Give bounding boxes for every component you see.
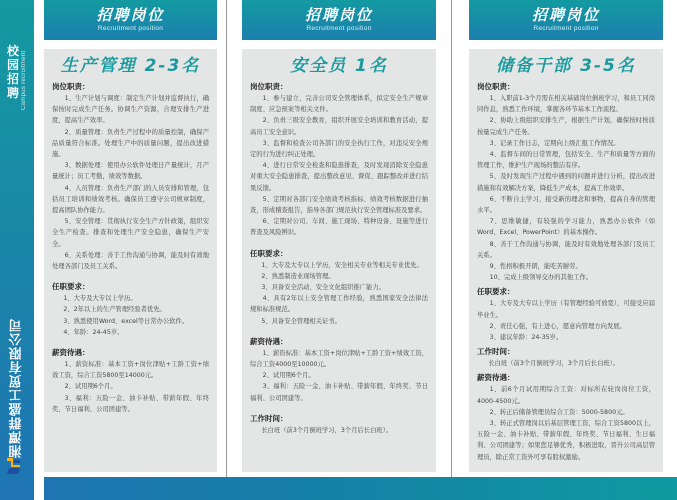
duty-item: 3、监督和检查公司各部门的安全执行工作，对违反安全规定的行为进行纠正处理。	[250, 139, 428, 159]
column-header	[242, 0, 436, 40]
salary-item: 2、试用期6个月。	[262, 372, 315, 380]
duty-item: 2、质量管理：负责生产过程中的质量控制，确保产品质量符合标准。处理生产中的质量问题，提出改进措施。	[52, 128, 209, 159]
salary-item: 1、前6个月试用期综合工资：对标所在轮岗岗位工资，4000-4500元。	[477, 386, 655, 405]
duty-item: 1、生产计划与调度：制定生产计划并监督执行，确保按时完成生产任务。协调生产资源，合理安排生产进度，提高生产效率。	[52, 95, 209, 125]
left-sidebar-strip	[0, 0, 34, 500]
duty-item: 5、安全管理：贯彻执行安全生产方针政策，组织安全生产检查。排查和处理生产安全隐患，确保生产安全。	[52, 218, 209, 248]
salary-heading: 薪资待遇：	[250, 336, 288, 346]
duty-item: 6、不断自主学习，接受新的理念和事物，提高自身的管理水平。	[477, 195, 655, 215]
campus-char: 园	[6, 58, 19, 72]
duties-heading: 岗位职责：	[52, 82, 90, 91]
duty-item: 6、定期对公司、车间、施工现场、特种设备、设施等进行普查及风险辨识。	[250, 218, 428, 237]
header-subtitle: Recruitment position	[97, 25, 164, 32]
requirements-heading: 任职要求：	[250, 248, 288, 258]
requirement-item: 1、大专及大专以上学历。	[63, 295, 137, 303]
job-card	[242, 49, 436, 472]
duties-heading: 岗位职责：	[250, 82, 288, 91]
duty-item: 8、善于工作沟通与协调，能及时有效地处理各部门及员工关系。	[477, 240, 655, 259]
requirements-heading: 任职要求：	[477, 287, 515, 297]
header-title: 招聘岗位	[96, 6, 165, 24]
hours-text: 长白班（前3个月倒班学习，3个月后长白班）。	[488, 360, 620, 368]
requirement-item: 5、具备安全管理相关证书。	[261, 317, 341, 325]
duty-item: 5、及时发现生产过程中遇到的问题并进行分析，提出改进措施和有效解决方案，降低生产成本，提高工作效率。	[477, 173, 655, 192]
duty-item: 3、数据处理：使用办公软件处理日产量统计，月产量统计；员工考勤，绩效等数据。	[52, 162, 209, 181]
requirements-heading: 任职要求：	[52, 282, 90, 292]
duty-item: 1、入职前1-3个月需在相关基础岗位倒班学习，和员工同岗同作息，熟悉工作环境，掌握各环节基本工作流程。	[477, 95, 656, 114]
salary-heading: 薪资待遇：	[52, 348, 90, 358]
salary-heading: 薪资待遇：	[477, 373, 515, 383]
salary-item: 3、福利：五险一金、油卡补贴、带薪年假、年终奖、节日福利、公司团建等。	[250, 383, 428, 402]
position-title: 安全员 1名	[290, 56, 388, 76]
requirement-item: 3、熟悉使用Word、excel等日常办公软件。	[63, 317, 189, 325]
salary-item: 3、转正式管理岗以后基层管理工资，综合工资5800以上，五险一金、油卡补贴、带薪年假、年终奖、节日福利、生日福利、公司团建等；如果您足够优秀，积极进取，晋升公司高层管理员，除正常工资外可享有股权激励。	[477, 420, 655, 461]
company-name: 湘潭群盛工贸有限公司	[9, 318, 25, 458]
requirement-item: 2、2年以上的生产管理经验者优先。	[63, 306, 166, 314]
duty-item: 9、性格积极开朗，能吃苦耐劳。	[489, 263, 582, 271]
duty-item: 4、进行日常安全检查和隐患排查，及时发现消除安全隐患对重大安全隐患排查，提出整改意见、督促、跟踪整改并进行结果反馈。	[250, 162, 428, 192]
position-title: 生产管理 2-3名	[60, 56, 201, 76]
duty-item: 4、人员管理：负责生产部门的人员安排和管理，包括员工培训和绩效考核。确保员工遵守公司规章制度，提高团队协作能力。	[52, 184, 209, 215]
column-header	[44, 0, 217, 40]
position-title: 储备干部 3-5名	[496, 56, 636, 76]
header-title: 招聘岗位	[304, 6, 373, 24]
requirement-item: 1、大专及大专以上学历，安全相关专业等相关专业优先。	[261, 261, 423, 269]
header-title: 招聘岗位	[531, 6, 600, 24]
job-card	[469, 49, 663, 472]
requirement-item: 1、大专及大专以上学历（有管理经验可放宽），可接受应届毕业生。	[477, 300, 655, 319]
duty-item: 1、参与建立、完善公司安全管理体系，拟定安全生产规章制度、应急预案等相关文件。	[250, 95, 428, 114]
salary-item: 1、薪资标准：基本工资+岗位津贴+工龄工资+绩效工资，综合工资4000至10000元。	[250, 349, 428, 369]
bottom-banner	[44, 477, 677, 500]
duty-item: 7、思维敏捷，有较强的学习能力，熟悉办公软件（如Word、Excel、PowerPoint）的基本操作。	[477, 218, 655, 237]
column-divider	[451, 0, 452, 478]
hours-text: 长白班（前3个月倒班学习，3个月后长白班）。	[261, 426, 393, 434]
company-logo-icon	[7, 458, 20, 474]
salary-item: 2、转正后储备管理员综合工资：5000-5800元。	[489, 408, 629, 416]
duty-item: 5、定期对各部门安全绩效考核指标、绩效考核数据进行抽查，形成稽查报告，指导各部门规范执行安全管理标准及要求。	[250, 195, 428, 215]
duties-heading: 岗位职责：	[477, 82, 515, 91]
hours-heading: 工作时间：	[250, 413, 288, 423]
duty-item: 10、完成上级领导交办的其他工作。	[489, 274, 593, 282]
hours-heading: 工作时间：	[477, 347, 515, 357]
campus-recruit-en: Campus recruitment	[21, 50, 27, 110]
campus-recruit-label	[0, 44, 34, 110]
campus-recruit-cn	[7, 44, 19, 110]
column-header	[469, 0, 663, 40]
requirement-item: 4、具有2年以上安全管理工作经验，熟悉国家安全法律法规和标准规范。	[250, 295, 428, 314]
requirement-item: 3、具备安全活动、安全文化组织推广能力。	[261, 284, 385, 292]
duty-item: 6、关系处理：善于工作沟通与协调，能及时有效地处理各部门及员工关系。	[52, 251, 209, 271]
salary-item: 1、薪资标准：基本工资+岗位津贴+工龄工资+绩效工资，综合工资5800至14000元。	[52, 361, 209, 380]
duty-item: 2、协助上级组织安排生产，根据生产计划，确保按时按质按量完成生产任务。	[477, 117, 655, 136]
requirement-item: 4、年龄：24-45岁。	[63, 328, 124, 336]
requirement-item: 2、责任心强，有上进心，愿意向管理方向发展。	[489, 322, 626, 330]
campus-char: 校	[6, 44, 19, 58]
campus-char: 聘	[6, 86, 19, 100]
job-card	[44, 49, 217, 472]
duty-item: 2、负责三级安全教育，组织开展安全培训和教育活动，提高员工安全意识。	[250, 117, 428, 136]
header-subtitle: Recruitment position	[533, 25, 599, 32]
requirement-item: 2、熟悉制造业现场管理。	[261, 272, 335, 280]
duty-item: 4、监督车间的日常管理，包括安全、生产和质量等方面的管理工作，维护生产现场的整洁有序。	[477, 151, 655, 170]
duty-item: 3、记录工作日志，定期向上级汇报工作情况。	[489, 139, 620, 147]
header-subtitle: Recruitment position	[306, 25, 372, 32]
requirement-item: 3、建议年龄：24-35岁。	[489, 334, 563, 342]
salary-item: 2、试用期6个月。	[64, 383, 117, 391]
salary-item: 3、福利：五险一金、油卡补贴、带薪年假、年终奖、节日福利、公司团建等。	[52, 394, 209, 413]
column-divider	[226, 0, 227, 478]
campus-char: 招	[6, 72, 19, 86]
